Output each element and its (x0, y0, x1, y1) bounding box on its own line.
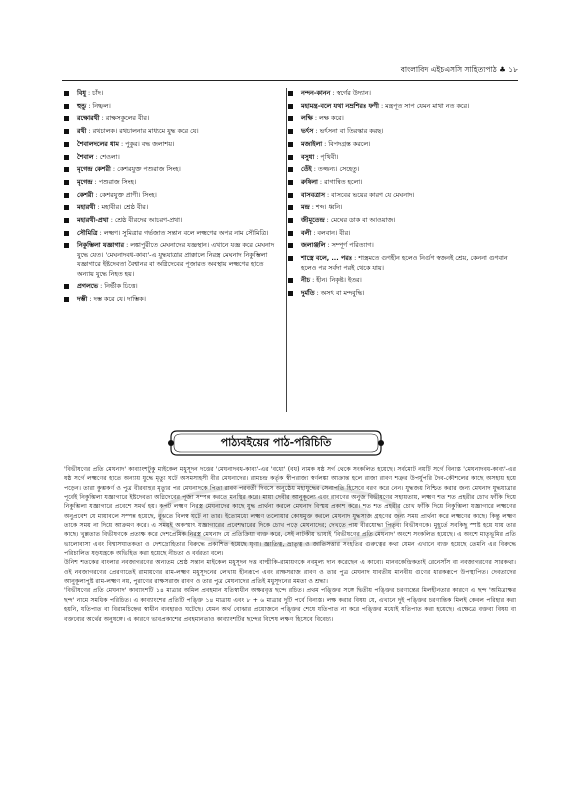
square-bullet-icon (288, 278, 293, 283)
glossary-definition: : স্বর্গের উদ্যান। (330, 89, 371, 97)
glossary-entry (288, 229, 514, 238)
glossary-term: মৃগেন্দ্র কেশরী (77, 165, 111, 174)
glossary-entry (64, 229, 278, 238)
square-bullet-icon (64, 243, 69, 248)
glossary-entry (288, 153, 514, 162)
body-paragraph: উনিশ শতকের বাংলার নবজাগরণের অন্যতম শ্রেষ্ঠ সন্তান মাইকেল মধুসূদন দত্ত বাল্মীকি-রামায়ণকে নবমূল্য দান করেছেন এ কাব্যে। মানবকেন্দ্রিকতাই রেনেসাঁস বা নবজাগরণের সারকথা। ওই নবজাগরণের প্রেরণাতেই রামায়ণের রাম-লক্ষ্মণ মধুসূদনের লেখায় হীনরূপে এবং রাক্ষসরাজ রাবণ ও তার পুত্র মেঘনাদ যাবতীয় মানবীয় গুণের ধারকরূপে উপস্থাপিত। দেবতাদের আনুকূল্যপুষ্ট রাম-লক্ষ্মণ নয়, পুরাণের রাক্ষসরাজ রাবণ ও তার পুত্র মেঘনাদের প্রতিই মধুসূদনের মমতা ও শ্রদ্ধা। (64, 559, 516, 586)
glossary-definition: : হীন। নিকৃষ্ট। ইতর। (310, 276, 362, 285)
glossary-term: মহামন্ত্র-বলে যথা নম্রশিরঃ ফণী (301, 101, 379, 110)
glossary-definition: : বিপদগ্রস্ত করলে। (322, 139, 371, 148)
glossary-entry (64, 282, 278, 291)
glossary-definition: : রাক্ষসকুলের বীর। (99, 114, 150, 123)
body-paragraph: 'বিভীষণের প্রতি মেঘনাদ' কাব্যাংশটি ১৪ মাত্রার অমিল প্রবহমান যতিস্বাধীন অক্ষরবৃত্ত ছন্দে রচিত। প্রথম পঙ্ক্তির সঙ্গে দ্বিতীয় পঙ্ক্তির চরণান্তের মিলহীনতার কারণে এ ছন্দ 'অমিত্রাক্ষর ছন্দ' নামে সমধিক পরিচিত। এ কাব্যাংশের প্রতিটি পঙ্ক্তি ১৪ মাত্রায় এবং ৮ + ৬ মাত্রার দুটি পর্বে বিন্যস্ত। লক্ষ করার বিষয় যে, এখানে দুই পঙ্ক্তির চরণান্তিক মিলই কেবল পরিহার করা হয়নি, যতিপাত বা বিরামচিহ্নের স্বাধীন ব্যবহারও ঘটেছে। যেমন অর্থ বোঝার প্রয়োজনে পঙ্ক্তির শেষে যতিপাত না করে পঙ্ক্তির মধ্যেই যতিপাত করা হয়েছে। এক্ষেত্রে বক্তব্য বিষয় বা বক্তব্যের অর্থের অনুষঙ্গে। এ কারণে ভাবপ্রকাশের প্রবহমানতাও কাব্যাংশটির ছন্দের বিশেষ লক্ষণ হিসেবে বিবেচ্য। (64, 587, 516, 623)
glossary-term: রক্ষোরথী (77, 114, 100, 123)
glossary-entry (64, 203, 278, 212)
glossary-entry (64, 216, 278, 225)
square-bullet-icon (64, 104, 69, 109)
glossary-entry (288, 127, 514, 136)
glossary-definition: : শাস্ত্রমতে গুণহীন হলেও নির্গুণ স্বজনই শ্রেয়, কেননা গুণবান হলেও পর সর্বদা পরই থেকে যায়। (301, 254, 508, 272)
square-bullet-icon (64, 180, 69, 185)
glossary-definition: : দম্ভ করে যে। দাম্ভিক। (87, 295, 146, 304)
glossary-definition: : কেশরযুক্ত পশুরাজ সিংহ। (110, 165, 181, 174)
body-paragraph: 'বিভীষণের প্রতি মেঘনাদ' কাব্যাংশটুকু মাইকেল মধুসূদন দত্তের 'মেঘনাদবধ-কাব্য'-এর 'বধো' (বধ) নামক ষষ্ঠ সর্গ থেকে সংকলিত হয়েছে। সর্বমোট নয়টি সর্গে বিন্যস্ত 'মেঘনাদবধ-কাব্য'-এর ষষ্ঠ সর্গে লক্ষ্মণের হাতে অন্যায় যুদ্ধে মৃত্যু ঘটে অসমসাহসী বীর মেঘনাদের। রামচন্দ্র কর্তৃক স্বীপরাজ্য স্বর্ণলঙ্কা আক্রান্ত হলে রাজা রাবণ শত্রুর উপর্যুপরি দৈব-কৌশলের কাছে অসহায় হয়ে পড়েন। তারা কুম্ভকর্ণ ও পুত্র বীরবাহুর মৃত্যুর পর মেঘনাদকে পিতা রাবণ পরবর্তী দিবসে অনুষ্ঠেয় মহাযুদ্ধের সেনাপতি হিসেবে বরণ করে নেন। যুদ্ধজয় নিশ্চিত করার জন্য মেঘনাদ যুদ্ধযাত্রার পূর্বেই নিকুম্ভিলা যজ্ঞাগারে ইষ্টদেবতা অগ্নিদেবের পূজা সম্পন্ন করতে মনস্থির করে। মায়া দেবীর আনুকূল্যে এবং রাবণের অনুজ বিভীষণের সহায়তায়, লক্ষ্মণ শত শত প্রহরীর চোখ ফাঁকি দিয়ে নিকুম্ভিলা যজ্ঞাগারে প্রবেশে সমর্থ হয়। কপট লক্ষ্মণ নিরস্ত্র মেঘনাদের কাছে যুদ্ধ প্রার্থনা করলে মেঘনাদ বিস্ময় প্রকাশ করে। শত শত প্রহরীর চোখ ফাঁকি দিয়ে নিকুম্ভিলা যজ্ঞাগারে লক্ষ্মণের অনুপ্রবেশ যে মায়াবলে সম্পন্ন হয়েছে, বুঝতে বিলম্ব ঘটে না তার। ইতোমধ্যে লক্ষ্মণ তলোয়ার কোষমুক্ত করলে মেঘনাদ যুদ্ধসাজ গ্রহণের জন্য সময় প্রার্থনা করে লক্ষ্মণের কাছে। কিন্তু লক্ষ্মণ তাকে সময় না দিয়ে আক্রমণ করে। এ সময়ই অকস্মাৎ যজ্ঞাগারের প্রবেশদ্বারের দিকে চোখ পড়ে মেঘনাদের; দেখতে পায় বীরযোদ্ধা পিতৃব্য বিভীষণকে। মুহূর্তে সবকিছু স্পষ্ট হয়ে যায় তার কাছে। খুল্লতাত বিভীষণকে প্রত্যক্ষ করে দেশপ্রেমিক নিরস্ত্র মেঘনাদ যে প্রতিক্রিয়া ব্যক্ত করে, সেই নাটকীয় ভাষাই 'বিভীষণের প্রতি মেঘনাদ' অংশে সংকলিত হয়েছে। এ অংশে মাতৃভূমির প্রতি ভালোবাসা এবং বিশ্বাসঘাতকতা ও দেশদ্রোহিতার বিরুদ্ধে প্রকাশিত হয়েছে ঘৃণা। জ্ঞাতিত্ব, ভ্রাতৃত্ব ও জাতিসত্তার সংহতির গুরুত্বের কথা যেমন এখানে ব্যক্ত হয়েছে তেমনি এর বিরুদ্ধে পরিচালিত ষড়যন্ত্রকে অভিহিত করা হয়েছে নীচতা ও বর্বরতা বলে। (64, 466, 516, 558)
square-bullet-icon (64, 297, 69, 302)
glossary (64, 89, 514, 419)
glossary-entry (288, 254, 514, 273)
square-bullet-icon (288, 205, 293, 210)
glossary-entry (288, 114, 514, 123)
square-bullet-icon (288, 243, 293, 248)
glossary-entry (64, 241, 278, 279)
square-bullet-icon (288, 129, 293, 134)
glossary-definition: : পৃথিবী। (314, 152, 339, 161)
glossary-definition: : লঙ্কাপুরীতে মেঘনাদের যজ্ঞস্থান। এখানে যজ্ঞ করে মেঘনাদ যুদ্ধে যেত। 'মেঘনাদবধ-কাব্য'-এ যুদ্ধযাত্রার প্রাক্কালে নিরস্ত্র মেঘনাদ নিকুম্ভিলা যজ্ঞাগারে ইষ্টদেবতা বৈশ্বানর বা অগ্নিদেবের পূজারত অবস্থায় লক্ষ্মণের হাতে অন্যায় যুদ্ধে নিহত হয়। (77, 241, 275, 278)
glossary-term: শৈবালদলের ধাম (77, 139, 119, 148)
glossary-term: শাস্ত্রে বলে, ... পরঃ (301, 254, 353, 263)
glossary-term: জীমূতেন্দ্র (301, 216, 325, 225)
glossary-definition: : কেশরযুক্ত প্রাণী। সিংহ। (93, 190, 157, 199)
glossary-term: ভর্ৎস (301, 127, 314, 136)
glossary-entry (288, 216, 514, 225)
glossary-term: জলাঞ্জলি (301, 241, 326, 250)
glossary-definition: : লক্ষ করে। (312, 114, 344, 123)
glossary-term: শৈবাল (77, 152, 94, 161)
glossary-term: বাসবত্রাস (301, 190, 325, 199)
square-bullet-icon (288, 256, 293, 261)
glossary-entry (64, 89, 278, 98)
glossary-entry (64, 153, 278, 162)
glossary-definition: : পুকুর। বদ্ধ জলাশয়। (118, 139, 175, 148)
glossary-definition: : শেওলা। (93, 152, 120, 161)
square-bullet-icon (64, 205, 69, 210)
glossary-term: তেঁই (301, 165, 312, 174)
square-bullet-icon (288, 116, 293, 121)
glossary-definition: : পশুরাজ সিংহ। (92, 177, 137, 186)
glossary-definition: : লক্ষ্মণ। সুমিত্রার গর্ভজাত সন্তান বলে লক্ষ্মণের অপর নাম সৌমিত্রি। (97, 228, 269, 237)
square-bullet-icon (288, 180, 293, 185)
glossary-term: মৃগেন্দ্র (77, 177, 93, 186)
glossary-term: নন্দন-কানন (301, 89, 331, 97)
glossary-entry (64, 114, 278, 123)
glossary-term: মজাইলা (301, 139, 323, 148)
glossary-entry (64, 191, 278, 200)
glossary-entry (288, 241, 514, 250)
glossary-definition: : শ্রেষ্ঠ বীরদের আচরণ-প্রথা। (108, 216, 183, 225)
glossary-term: কেশরী (77, 190, 94, 199)
glossary-definition: : বলবান। বীর। (311, 228, 351, 237)
glossary-entry (64, 178, 278, 187)
glossary-term: দুর্মতি (301, 288, 315, 297)
glossary-term: প্রগলভে (77, 282, 99, 291)
glossary-definition: : তজ্জন্য। সেহেতু। (311, 165, 360, 174)
glossary-entry (288, 191, 514, 200)
square-bullet-icon (288, 218, 293, 223)
glossary-entry (288, 102, 514, 111)
glossary-definition: : রাগান্বিত হলো। (317, 177, 363, 186)
square-bullet-icon (64, 155, 69, 160)
square-bullet-icon (288, 291, 293, 296)
square-bullet-icon (64, 116, 69, 121)
glossary-term: লক্ষি (301, 114, 313, 123)
glossary-entry (288, 140, 514, 149)
glossary-left-column (64, 89, 278, 419)
square-bullet-icon (288, 193, 293, 198)
square-bullet-icon (288, 91, 293, 96)
section-banner (167, 427, 385, 459)
glossary-definition: : নির্ভীক চিত্তে। (98, 282, 138, 291)
glossary-definition: : মহাবীর। শ্রেষ্ঠ বীর। (95, 203, 149, 212)
glossary-entry (288, 89, 514, 98)
glossary-entry (288, 178, 514, 187)
glossary-term: মহারথী-প্রথা (77, 216, 109, 225)
square-bullet-icon (288, 231, 293, 236)
glossary-term: বলী (301, 228, 312, 237)
glossary-term: নীচ (301, 276, 311, 285)
glossary-definition: : বাসবের ভয়ের কারণ যে মেঘনাদ। (324, 190, 415, 199)
square-bullet-icon (64, 193, 69, 198)
glossary-entry (64, 127, 278, 136)
square-bullet-icon (64, 284, 69, 289)
square-bullet-icon (288, 104, 293, 109)
square-bullet-icon (288, 142, 293, 147)
glossary-term: বিধু (77, 89, 86, 97)
glossary-entry (288, 276, 514, 285)
glossary-entry (64, 165, 278, 174)
glossary-term: সৌমিত্রি (77, 228, 98, 237)
glossary-term: নিকুম্ভিলা যজ্ঞাগার (77, 241, 125, 250)
body-text (64, 465, 516, 755)
glossary-term: দম্ভী (77, 295, 88, 304)
square-bullet-icon (64, 91, 69, 96)
glossary-term: বসুধা (301, 152, 315, 161)
square-bullet-icon (288, 155, 293, 160)
glossary-entry (288, 289, 514, 298)
glossary-term: হুন্ডু (77, 101, 87, 110)
glossary-definition: : নিষ্ফল। (86, 101, 111, 110)
glossary-definition: : শব্দ। ধ্বনি। (309, 203, 343, 212)
glossary-term: রথী (77, 127, 87, 136)
glossary-definition: : ভর্ৎসনা বা তিরস্কার করছ। (313, 127, 384, 136)
glossary-definition: : রথচালক। রথচালনার মাধ্যমে যুদ্ধ করে যে। (86, 127, 199, 136)
glossary-entry (288, 203, 514, 212)
glossary-definition: : মন্ত্রপূত সাপ যেমন মাথা নত করে। (378, 101, 470, 110)
glossary-definition: : অসৎ বা মন্দবুদ্ধি। (314, 288, 365, 297)
glossary-definition: : চাঁদ। (85, 89, 104, 97)
glossary-entry (64, 140, 278, 149)
glossary-term: মন্দ্র (301, 203, 310, 212)
running-header: বাংলাবিদ এইচএসসি সাহিত্যপাঠ ♣ ১৮ (400, 65, 518, 74)
glossary-entry (288, 165, 514, 174)
glossary-term: রুষিলা (301, 177, 318, 186)
glossary-entry (64, 102, 278, 111)
glossary-definition: : সম্পূর্ণ পরিত্যাগ। (325, 241, 374, 250)
header-rule (62, 80, 518, 81)
glossary-definition: : মেঘের ডাক বা আওয়াজ। (324, 216, 396, 225)
square-bullet-icon (64, 218, 69, 223)
section-title: পাঠ্যবইয়ের পাঠ-পরিচিতি (220, 435, 332, 449)
square-bullet-icon (64, 142, 69, 147)
square-bullet-icon (64, 167, 69, 172)
glossary-term: মহারথী (77, 203, 96, 212)
glossary-entry (64, 295, 278, 304)
square-bullet-icon (288, 167, 293, 172)
square-bullet-icon (64, 129, 69, 134)
square-bullet-icon (64, 231, 69, 236)
glossary-right-column (288, 89, 514, 419)
